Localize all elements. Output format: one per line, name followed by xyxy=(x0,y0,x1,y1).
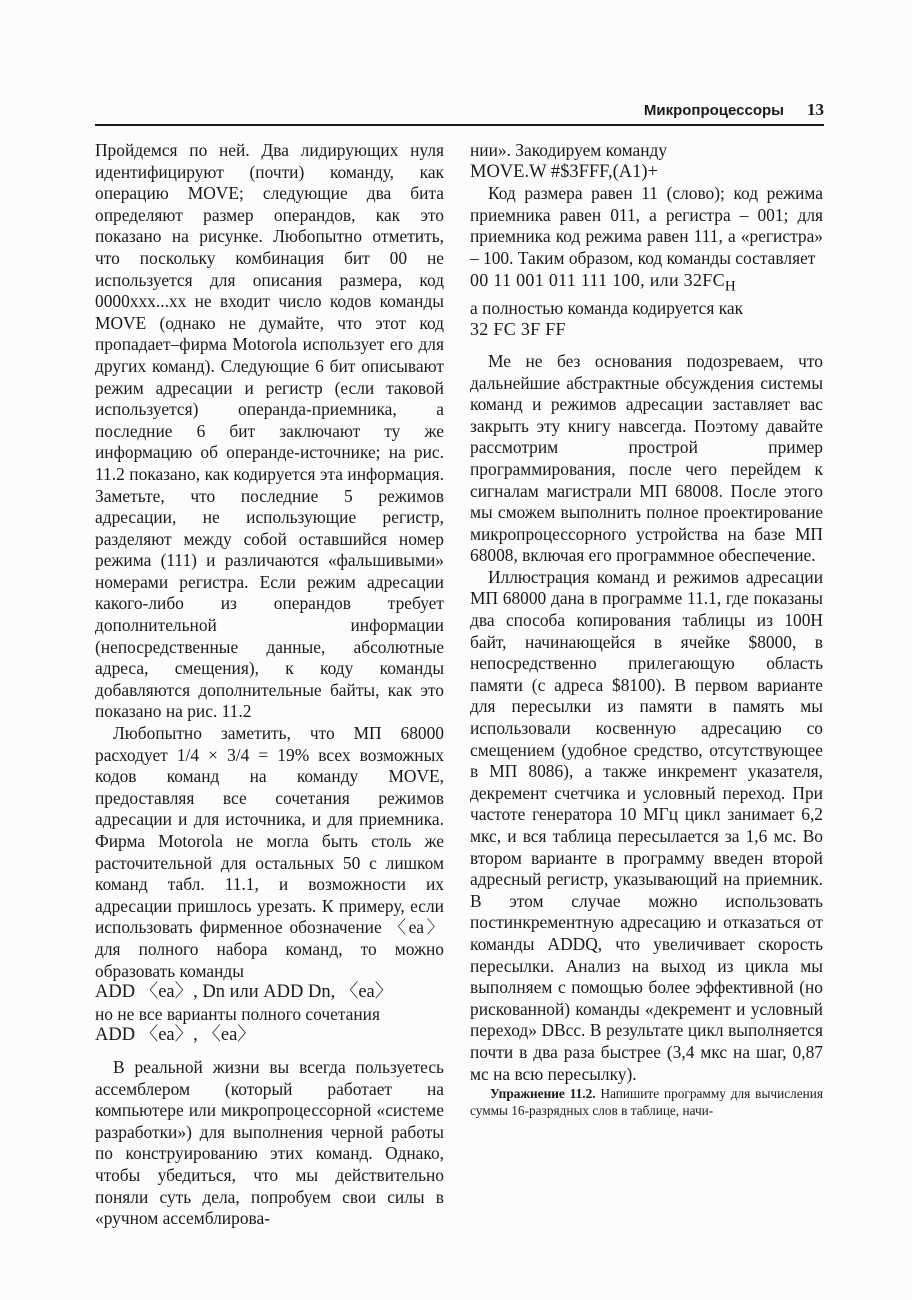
code-subscript: H xyxy=(724,278,737,295)
exercise-label: Упражнение 11.2. xyxy=(490,1086,596,1102)
exercise xyxy=(470,1085,823,1119)
paragraph: но не все варианты полного сочетания xyxy=(95,1003,380,1024)
formula: ADD 〈ea〉, Dn или ADD Dn, 〈ea〉 xyxy=(95,982,394,1003)
exercise-text: Напишите программу для вычисления суммы 16-разрядных слов в таблице, начи- xyxy=(470,1086,823,1119)
chapter-title: Микропроцессоры xyxy=(643,102,784,119)
formula: MOVE.W #$3FFF,(A1)+ xyxy=(470,161,658,182)
page-number: 13 xyxy=(807,100,824,119)
paragraph: В реальной жизни вы всегда пользуетесь ассемблером (который работает на компьютере или микропроцессорной «системе разработки») для выполнения черной работы по конструированию этих команд. Однако, чтобы убедиться, что мы действительно поняли суть дела, попробуем свои силы в «ручном ассемблирова- xyxy=(95,1056,444,1229)
paragraph: нии». Закодируем команду xyxy=(470,140,668,160)
paragraph: Иллюстрация команд и режимов адресации МП 68000 дана в программе 11.1, где показаны два способа копирования таблицы из 100H байт, начинающейся в ячейке $8000, в непосредственно прилегающую область памяти (с адреса $8100). В первом варианте для пересылки из памяти в память мы использовали косвенную адресацию со смещением (удобное средство, отсутствующее в МП 8086), а также инкремент указателя, декремент счетчика и условный переход. При частоте генератора 10 МГц цикл занимает 6,2 мкс, и вся таблица пересылается за 1,6 мс. Во втором варианте в программу введен второй адресный регистр, указывающий на приемник. В этом случае можно использовать постинкрементную адресацию и отказаться от команды ADDQ, что увеличивает скорость пересылки. Анализ на выход из цикла мы выполняем с помощью более эффективной (но рискованной) команды «декремент и условный переход» DBcc. В результате цикл выполняется почти в два раза быстрее (3,4 мкс на шаг, 0,87 мс на всю пересылку). xyxy=(470,566,823,1084)
formula: ADD 〈ea〉, 〈ea〉 xyxy=(95,1025,256,1046)
paragraph: Пройдемся по ней. Два лидирующих нуля идентифицируют (почти) команду, как операцию MOVE; следующие два бита определяют размер операндов, как это показано на рисунке. Любопытно отметить, что поскольку комбинация бит 00 не используется для описания размера, код 0000xxx...xx не входит число кодов команды MOVE (однако не думайте, что этот код пропадает–фирма Motorola использует его для других команд). Следующие 6 бит описывают режим адресации и регистр (если таковой используется) операнда-приемника, а последние 6 бит заключают ту же информацию об операнде-источнике; на рис. 11.2 показано, как кодируется эта информация. Заметьте, что последние 5 режимов адресации, не использующие регистр, разделяют между собой оставшийся номер режима (111) и различаются «фальшивыми» номерами регистра. Если режим адресации какого-либо из операндов требует дополнительной информации (непосредственные данные, абсолютные адреса, смещения), к коду команды добавляются дополнительные байты, как это показано на рис. 11.2 xyxy=(95,140,444,722)
code-line: 32 FC 3F FF xyxy=(470,319,566,340)
running-header xyxy=(95,100,824,126)
left-column xyxy=(95,140,444,1230)
paragraph: Любопытно заметить, что МП 68000 расходует 1/4 × 3/4 = 19% всех возможных кодов команд на команду MOVE, предоставляя все сочетания режимов адресации и для источника, и для приемника. Фирма Motorola не могла быть столь же расточительной для остальных 50 с лишком команд табл. 11.1, и возможности их адресации пришлось урезать. К примеру, если использовать фирменное обозначение 〈ea〉 для полного набора команд, то можно образовать команды xyxy=(95,723,444,981)
paragraph: Код размера равен 11 (слово); код режима приемника равен 011, а регистра – 001; для приемника код режима равен 111, а «регистра» – 100. Таким образом, код команды составляет xyxy=(470,183,823,268)
paragraph: а полностью команда кодируется как xyxy=(470,297,744,318)
code-text: 00 11 001 011 111 100, или 32FC xyxy=(470,269,725,290)
code-line xyxy=(470,270,823,298)
right-column xyxy=(470,140,823,1119)
paragraph: Ме не без основания подозреваем, что дальнейшие абстрактные обсуждения системы команд и режимов адресации заставляет вас закрыть эту книгу навсегда. Поэтому давайте рассмотрим прострой пример программирования, после чего перейдем к сигналам магистрали МП 68008. После этого мы сможем выполнить полное проектирование микропроцессорного устройства на базе МП 68008, включая его программное обеспечение. xyxy=(470,350,823,566)
